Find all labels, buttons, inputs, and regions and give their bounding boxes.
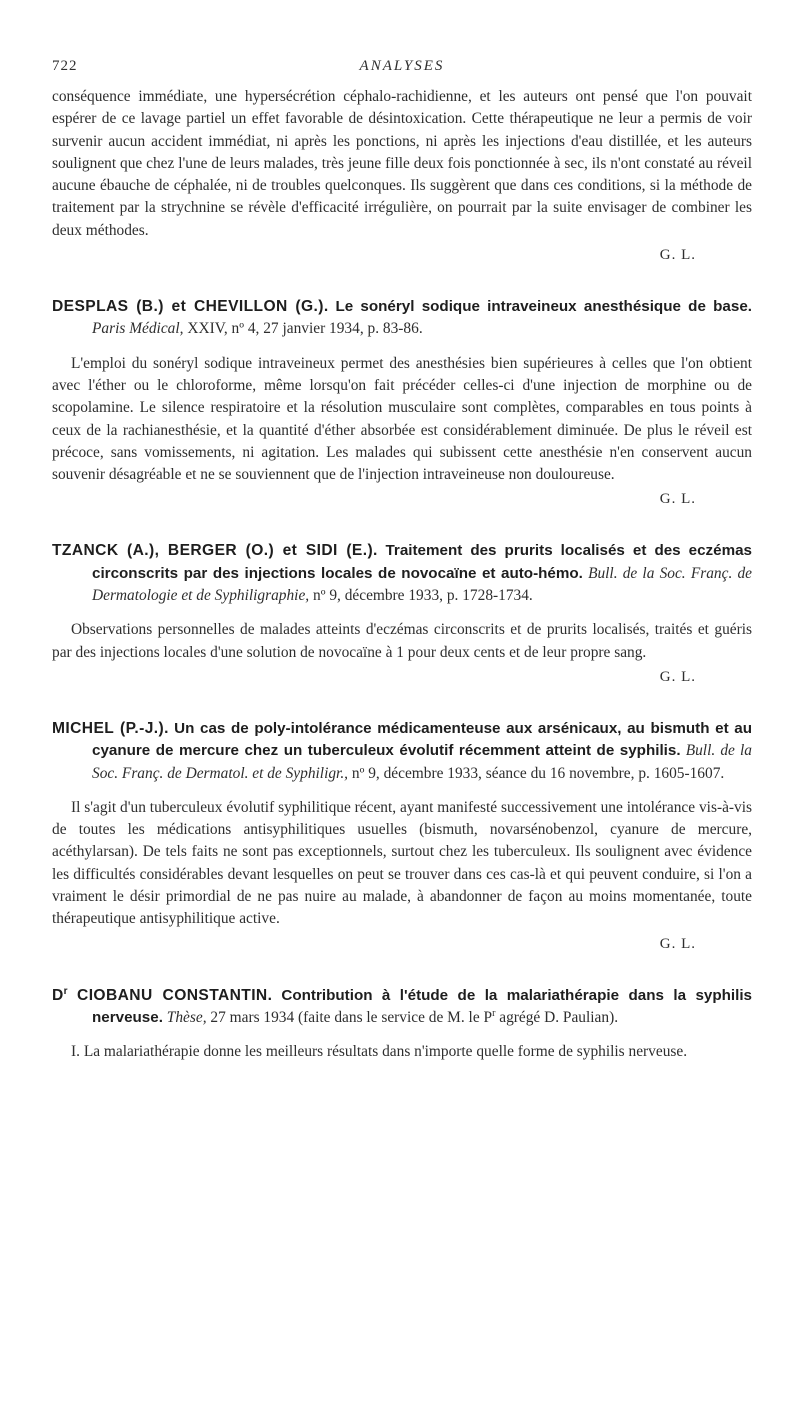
intro-paragraph: conséquence immédiate, une hypersécrétion céphalo-rachidienne, et les auteurs ont pensé que l'on pouvait espérer de ce lavage partiel un effet favorable de désintoxication. Cette thérapeutique ne leur a permis de voir survenir aucun accident immédiat, ni après les ponctions, ni après les injections d'eau distillée, et les auteurs soulignent que chez l'une de leurs malades, très jeune fille deux fois ponctionnée à sec, ils n'ont constaté au réveil aucune ébauche de céphalée, ni de troubles quelconques. Ils suggèrent que dans ces conditions, si la méthode de traitement par la strychnine se révèle d'efficacité irrégulière, on pourrait par la suite envisager de combiner les deux méthodes. [52,88,752,239]
entry-ciobanu [52,985,752,1064]
entry-authors: DESPLAS (B.) et CHEVILLON (G.). [52,298,329,316]
entry-body: L'emploi du sonéryl sodique intraveineux permet des anesthésies bien supérieures à celles que l'on obtient avec l'éther ou le chloroforme, même lorsqu'on fait précéder celles-ci d'une injection de morphine ou de scopolamine. Le silence respiratoire et la résolution musculaire sont complètes, comparables en tous points à ceux de la rachianesthésie, et la quantité d'éther absorbée est considérablement diminuée. De plus le réveil est précoce, sans vomissements, ni agitation. Les malades qui subissent cette anesthésie n'en conservent aucun souvenir désagréable et ne se souviennent que de l'injection intraveineuse non douloureuse. [52,354,752,484]
entry-authors: TZANCK (A.), BERGER (O.) et SIDI (E.). [52,542,378,560]
entry-reference: XXIV, nº 4, 27 janvier 1934, p. 83-86. [187,320,423,338]
entry-doctor-prefix: $D^r$ [52,985,68,1004]
entry-michel [52,718,752,955]
entry-journal: Thèse, [166,1008,207,1026]
intro-section [52,86,752,266]
entry-reference: 27 mars 1934 (faite dans le service de M. le $P^r$ agrégé D. Paulian). [210,1007,619,1026]
entry-reference: nº 9, décembre 1933, p. 1728-1734. [313,587,533,605]
entry-signature: G. L. [659,935,696,952]
entry-desplas [52,296,752,510]
entry-authors: CIOBANU CONSTANTIN. [77,986,273,1004]
entry-tzanck [52,540,752,687]
entry-journal: Paris Médical, [92,320,184,338]
entry-signature: G. L. [659,668,696,685]
entry-title: Un cas de poly-intolérance médicamenteuse aux arsénicaux, au bismuth et au cyanure de mercure chez un tuberculeux évolutif récemment atteint de syphilis. [92,719,752,760]
document-page [52,58,752,1064]
entry-title: Traitement des prurits localisés et des eczémas circonscrits par des injections locales de novocaïne et auto-hémo. [92,542,752,582]
entry-body: Il s'agit d'un tuberculeux évolutif syphilitique récent, ayant manifesté successivement une intolérance vis-à-vis de toutes les médications antisyphilitiques usuelles (bismuth, novarsénobenzol, cyanure de mercure, acéthylarsan). De tels faits ne sont pas exceptionnels, surtout chez les tuberculeux. Ils soulignent avec évidence les difficultés considérables devant lesquelles on peut se trouver dans ces cas-là et qui peuvent conduire, si l'on a vraiment le désir primordial de ne pas nuire au malade, à abandonner de façon au moins momentanée, toute thérapeutique antisyphilitique active. [52,798,752,928]
page-number: 722 [52,58,78,74]
entry-body: Observations personnelles de malades atteints d'eczémas circonscrits et de prurits localisés, traités et guéris par des injections locales d'une solution de novocaïne à 1 pour deux cents et de leur propre sang. [52,621,752,661]
entry-citation [52,985,752,1030]
entry-citation [52,540,752,607]
entry-journal: Bull. de la Soc. Franç. de Dermatol. et de Syphiligr., [92,742,752,782]
entry-authors: MICHEL (P.-J.). [52,719,169,737]
entry-journal: Bull. de la Soc. Franç. de Dermatologie et de Syphiligraphie, [92,564,752,605]
entry-citation [52,296,752,341]
entry-body: I. La malariathérapie donne les meilleurs résultats dans n'importe quelle forme de syphilis nerveuse. [71,1043,688,1061]
entry-reference: nº 9, décembre 1933, séance du 16 novembre, p. 1605-1607. [351,764,725,782]
entry-citation [52,718,752,785]
entry-title: Contribution à l'étude de la malariathérapie dans la syphilis nerveuse. [92,986,752,1026]
running-title: ANALYSES [359,58,445,74]
page-header [52,58,752,86]
entry-title: Le sonéryl sodique intraveineux anesthésique de base. [335,298,752,316]
entry-signature: G. L. [659,491,696,508]
intro-signature: G. L. [659,247,696,264]
